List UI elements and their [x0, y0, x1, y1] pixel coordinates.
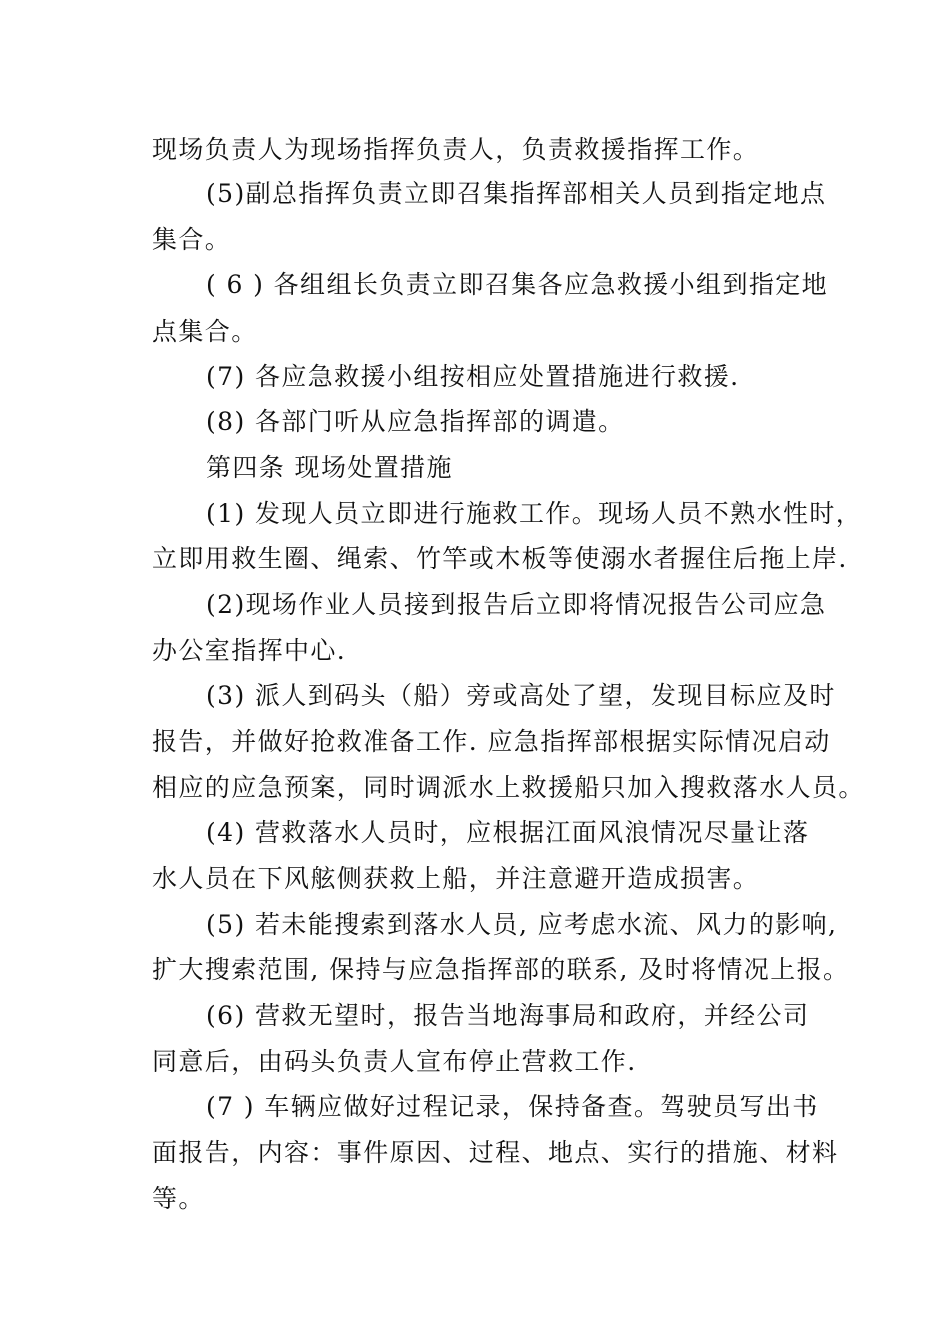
paragraph-line: 办公室指挥中心.: [152, 636, 347, 665]
paragraph-line: (1) 发现人员立即进行施救工作。现场人员不熟水性时，: [206, 499, 863, 528]
paragraph-line: (6) 营救无望时，报告当地海事局和政府，并经公司: [206, 1001, 810, 1030]
paragraph-line: (7) 各应急救援小组按相应处置措施进行救援.: [206, 362, 740, 391]
paragraph-line: 立即用救生圈、绳索、竹竿或木板等使溺水者握住后拖上岸.: [152, 544, 848, 573]
paragraph-line: (5) 若未能搜索到落水人员, 应考虑水流、风力的影响,: [206, 910, 838, 939]
paragraph-line: 集合。: [152, 225, 232, 254]
paragraph-line: 同意后，由码头负责人宣布停止营救工作.: [152, 1047, 637, 1076]
paragraph-line: 相应的应急预案，同时调派水上救援船只加入搜救落水人员。: [152, 773, 865, 802]
paragraph-line: 扩大搜索范围, 保持与应急指挥部的联系, 及时将情况上报。: [152, 955, 850, 984]
paragraph-line: 等。: [152, 1184, 205, 1213]
section-heading: 第四条 现场处置措施: [206, 453, 453, 482]
paragraph-line: (4) 营救落水人员时，应根据江面风浪情况尽量让落: [206, 818, 810, 847]
paragraph-line: (8) 各部门听从应急指挥部的调遣。: [206, 407, 625, 436]
paragraph-line: ( 6 ) 各组组长负责立即召集各应急救援小组到指定地: [206, 270, 829, 299]
paragraph-line: 水人员在下风舷侧获救上船，并注意避开造成损害。: [152, 864, 760, 893]
paragraph-line: 点集合。: [152, 317, 258, 346]
paragraph-line: 报告，并做好抢救准备工作. 应急指挥部根据实际情况启动: [152, 727, 831, 756]
paragraph-line: (3) 派人到码头（船）旁或高处了望，发现目标应及时: [206, 681, 836, 710]
paragraph-line: (7 ) 车辆应做好过程记录，保持备查。驾驶员写出书: [206, 1092, 819, 1121]
paragraph-line: (2)现场作业人员接到报告后立即将情况报告公司应急: [206, 590, 827, 619]
paragraph-line: (5)副总指挥负责立即召集指挥部相关人员到指定地点: [206, 179, 827, 208]
paragraph-line: 现场负责人为现场指挥负责人，负责救援指挥工作。: [152, 135, 760, 164]
paragraph-line: 面报告，内容：事件原因、过程、地点、实行的措施、材料: [152, 1138, 839, 1167]
